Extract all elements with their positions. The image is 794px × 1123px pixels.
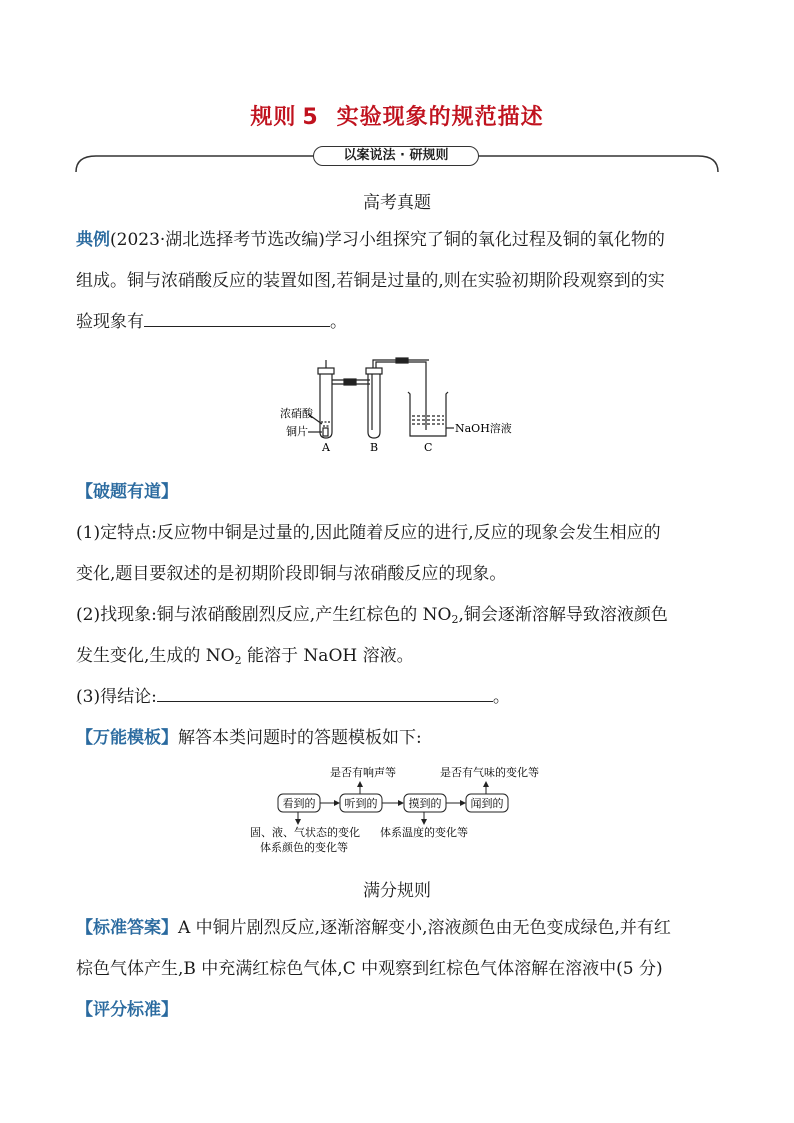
- scoring-heading: 【评分标准】: [76, 1000, 178, 1020]
- flow-sight-note-1: 固、液、气状态的变化: [250, 826, 360, 839]
- template-line: 【万能模板】解答本类问题时的答题模板如下:: [76, 728, 422, 748]
- answer-blank: [144, 308, 330, 327]
- label-copper-sheet: 铜片: [286, 425, 308, 438]
- section-title-full-score: 满分规则: [363, 881, 431, 901]
- flow-smell-note: 是否有气味的变化等: [440, 766, 539, 779]
- label-beaker-c: C: [424, 441, 433, 454]
- apparatus-diagram: [270, 352, 530, 454]
- flow-sight-note-2: 体系颜色的变化等: [260, 841, 348, 854]
- example-line-2: 组成。铜与浓硝酸反应的装置如图,若铜是过量的,则在实验初期阶段观察到的实: [76, 271, 665, 291]
- answer-block: [76, 908, 724, 1031]
- example-line-3: 验现象有 。: [76, 302, 724, 343]
- sense-flow-diagram: [240, 762, 570, 862]
- example-paragraph: [76, 220, 724, 343]
- flow-box-touch: 摸到的: [408, 797, 442, 810]
- label-tube-b: B: [370, 441, 379, 454]
- template-heading: 【万能模板】: [76, 728, 178, 748]
- analysis-point-3: (3)得结论: 。: [76, 677, 724, 718]
- title-number: 5: [302, 105, 319, 130]
- title-prefix: 规则: [250, 105, 297, 130]
- analysis-block: [76, 472, 724, 759]
- section-tag: 以案说法 · 研规则: [313, 146, 479, 166]
- analysis-point-1-line-2: 变化,题目要叙述的是初期阶段即铜与浓硝酸反应的现象。: [76, 564, 507, 584]
- analysis-point-2-line-1: (2)找现象:铜与浓硝酸剧烈反应,产生红棕色的 $NO_2$,铜会逐渐溶解导致溶液颜色: [76, 605, 668, 626]
- analysis-heading: 【破题有道】: [76, 482, 178, 502]
- section-title-exam: 高考真题: [363, 193, 431, 213]
- answer-line-1: 【标准答案】A 中铜片剧烈反应,逐渐溶解变小,溶液颜色由无色变成绿色,并有红: [76, 918, 671, 938]
- answer-heading: 【标准答案】: [76, 918, 178, 938]
- label-concentrated-nitric-acid: 浓硝酸: [280, 407, 313, 420]
- flow-box-see: 看到的: [282, 797, 316, 810]
- label-tube-a: A: [322, 441, 330, 454]
- label-naoh-solution: NaOH溶液: [455, 422, 512, 435]
- flow-box-smell: 闻到的: [470, 797, 504, 810]
- example-label: 典例: [76, 230, 110, 250]
- flow-box-hear: 听到的: [344, 797, 378, 810]
- answer-line-2: 棕色气体产生,B 中充满红棕色气体,C 中观察到红棕色气体溶解在溶液中(5 分): [76, 959, 663, 979]
- flow-hearing-note: 是否有响声等: [330, 766, 396, 779]
- conclusion-blank: [157, 683, 493, 702]
- analysis-point-2-line-2: 发生变化,生成的 $NO_2$ 能溶于 NaOH 溶液。: [76, 646, 414, 667]
- title-text: 实验现象的规范描述: [336, 105, 544, 130]
- analysis-point-1-line-1: (1)定特点:反应物中铜是过量的,因此随着反应的进行,反应的现象会发生相应的: [76, 523, 661, 543]
- example-line-1: 典例(2023·湖北选择考节选改编)学习小组探究了铜的氧化过程及铜的氧化物的: [76, 230, 665, 250]
- flow-touch-note: 体系温度的变化等: [380, 826, 468, 839]
- page-title: [0, 100, 794, 131]
